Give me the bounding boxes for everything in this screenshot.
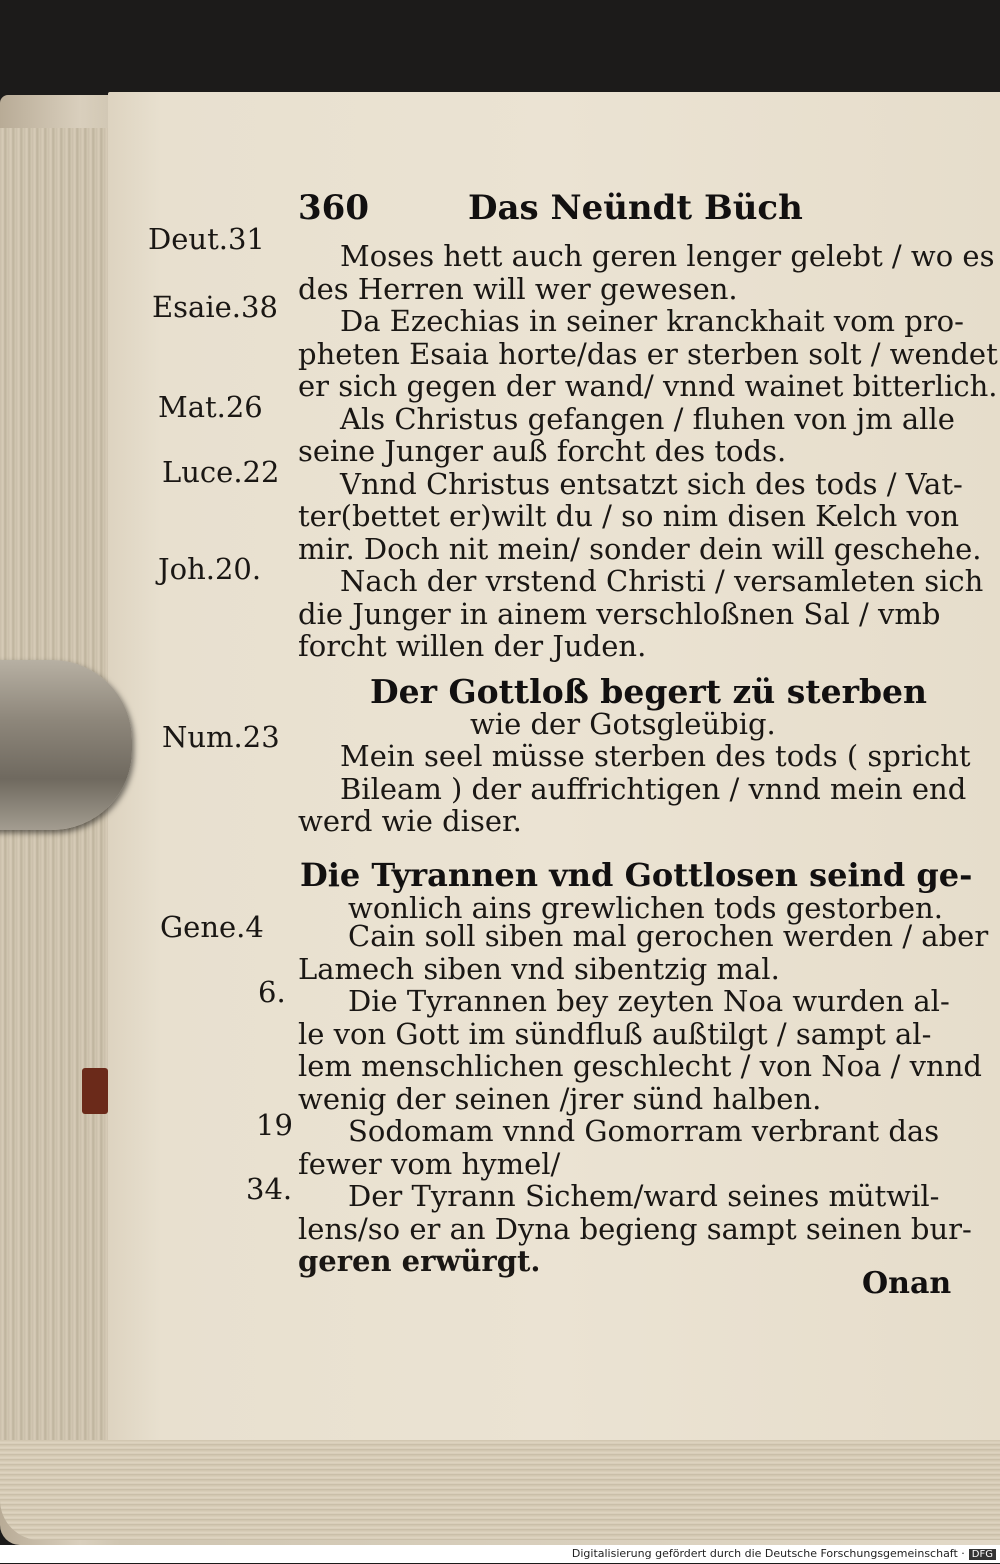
text-line: seine Junger auß forcht des tods. (298, 434, 787, 468)
margin-ref: Mat.26 (158, 390, 263, 424)
text-line: forcht willen der Juden. (298, 629, 647, 663)
margin-ref: 6. (258, 975, 286, 1009)
margin-ref: Luce.22 (162, 455, 280, 489)
text-block-3 (298, 920, 988, 1278)
text-line: fewer vom hymel/ (298, 1146, 561, 1181)
text-line: Vnnd Christus entsatzt sich des tods / Vat- (340, 466, 963, 501)
text-line: Die Tyrannen bey zeyten Noa wurden al- (348, 984, 950, 1018)
footer-text: Digitalisierung gefördert durch die Deutsche Forschungsgemeinschaft · (571, 1547, 965, 1560)
text-line: pheten Esaia horte/das er sterben solt / wendet (298, 336, 998, 371)
text-line: werd wie diser. (298, 804, 522, 838)
text-line: lens/so er an Dyna begieng sampt seinen bur- (298, 1211, 972, 1246)
margin-ref: Esaie.38 (152, 290, 278, 324)
text-line: geren erwürgt. (298, 1244, 541, 1278)
bookmark-tab (82, 1068, 108, 1114)
text-line: Bileam ) der auffrichtigen / vnnd mein end (340, 771, 967, 806)
page-stack-bottom (0, 1440, 1000, 1540)
section-heading: Der Gottloß begert zü sterben (370, 672, 928, 711)
text-block-1 (298, 240, 998, 663)
dfg-logo: DFG (969, 1549, 996, 1560)
digitization-footer (0, 1545, 1000, 1563)
text-line: Sodomam vnnd Gomorram verbrant das (348, 1114, 940, 1148)
text-line: wenig der seinen /jrer sünd halben. (298, 1081, 822, 1116)
text-line: Der Tyrann Sichem/ward seines mütwil- (348, 1179, 940, 1213)
text-line: die Junger in ainem verschloßnen Sal / vmb (298, 596, 941, 631)
text-line: Cain soll siben mal gerochen werden / aber (348, 919, 989, 953)
text-line: des Herren will wer gewesen. (298, 271, 738, 306)
text-line: Nach der vrstend Christi / versamleten sich (340, 564, 984, 598)
margin-ref: 34. (246, 1172, 293, 1206)
text-block-2 (298, 740, 971, 838)
margin-ref: Num.23 (162, 720, 280, 754)
text-line: le von Gott im sündfluß außtilgt / sampt al- (298, 1016, 932, 1051)
margin-ref: Gene.4 (160, 910, 264, 944)
text-line: lem menschlichen geschlecht / von Noa / vnnd (298, 1049, 982, 1083)
margin-ref: Joh.20. (158, 552, 262, 586)
text-line: mir. Doch nit mein/ sonder dein will geschehe. (298, 531, 982, 566)
section-heading: Die Tyrannen vnd Gottlosen seind ge- (300, 856, 973, 894)
running-title: Das Neündt Büch (468, 188, 803, 228)
text-line: Da Ezechias in seiner kranckhait vom pro- (340, 304, 964, 338)
page-number: 360 (298, 188, 369, 228)
text-line: ter(bettet er)wilt du / so nim disen Kelch von (298, 499, 960, 533)
text-line: er sich gegen der wand/ vnnd wainet bitterlich. (298, 369, 998, 403)
section-heading-sub: wonlich ains grewlichen tods gestorben. (348, 891, 943, 925)
section-heading-sub: wie der Gotsgleübig. (470, 707, 776, 741)
margin-ref: Deut.31 (148, 222, 265, 256)
margin-ref: 19 (256, 1108, 293, 1142)
text-line: Lamech siben vnd sibentzig mal. (298, 951, 780, 986)
text-line: Moses hett auch geren lenger gelebt / wo es (340, 239, 995, 273)
catchword: Onan (862, 1266, 952, 1301)
text-line: Als Christus gefangen / fluhen von jm alle (340, 401, 955, 436)
text-line: Mein seel müsse sterben des tods ( spricht (340, 739, 971, 773)
